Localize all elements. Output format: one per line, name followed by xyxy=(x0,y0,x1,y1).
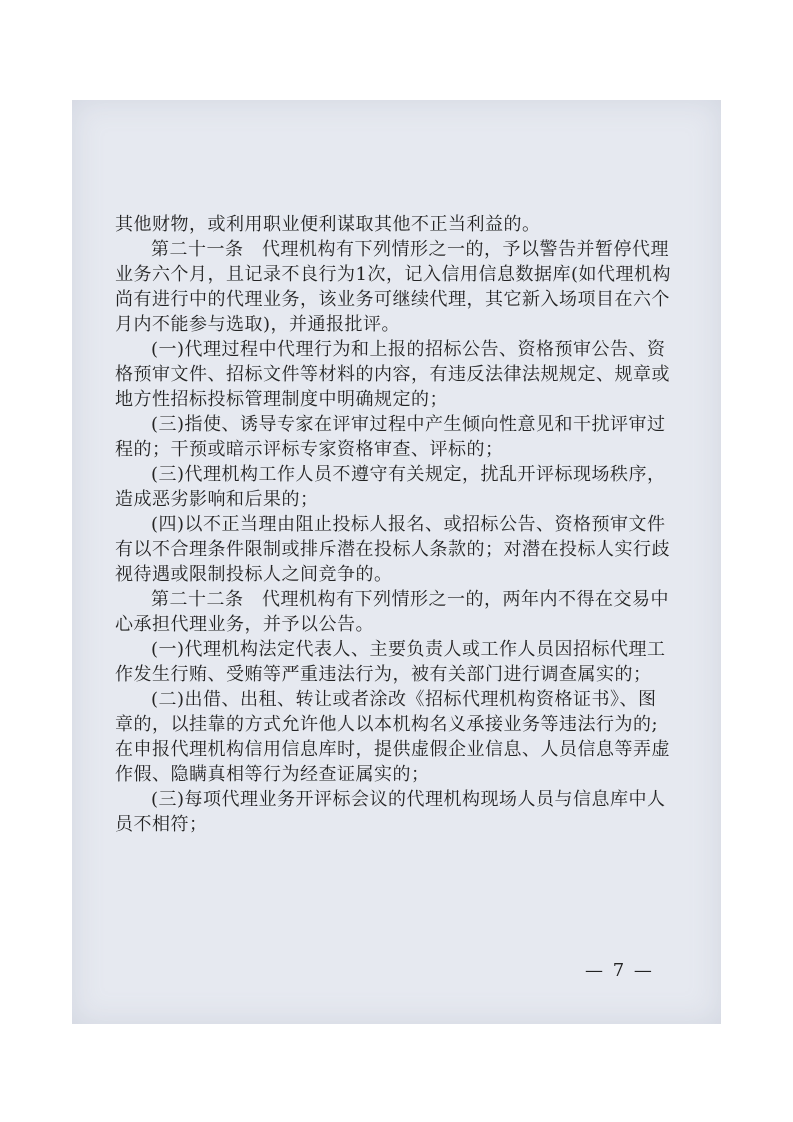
paragraph: (三)代理机构工作人员不遵守有关规定，扰乱开评标现场秩序，造成恶劣影响和后果的； xyxy=(115,464,666,510)
paragraph: (一)代理机构法定代表人、主要负责人或工作人员因招标代理工作发生行贿、受贿等严重违法行为，被有关部门进行调查属实的； xyxy=(115,639,666,685)
paragraph: (一)代理过程中代理行为和上报的招标公告、资格预审公告、资格预审文件、招标文件等材料的内容，有违反法律法规规定、规章或地方性招标投标管理制度中明确规定的； xyxy=(115,339,670,410)
paragraph: (三)指使、诱导专家在评审过程中产生倾向性意见和干扰评审过程的；干预或暗示评标专家资格审查、评标的； xyxy=(115,414,666,460)
paragraph: (三)每项代理业务开评标会议的代理机构现场人员与信息库中人员不相符； xyxy=(115,789,666,835)
paragraph: (二)出借、出租、转让或者涂改《招标代理机构资格证书》、图章的，以挂靠的方式允许他人以本机构名义承接业务等违法行为的;在申报代理机构信用信息库时，提供虚假企业信息、人员信息等弄虚作假、隐瞒真相等行为经查证属实的； xyxy=(115,689,670,785)
article-22: 第二十二条 代理机构有下列情形之一的，两年内不得在交易中心承担代理业务，并予以公告。 xyxy=(115,589,669,635)
page-number: — 7 — xyxy=(585,960,654,981)
paragraph: 其他财物，或利用职业便利谋取其他不正当利益的。 xyxy=(115,214,541,235)
article-21: 第二十一条 代理机构有下列情形之一的，予以警告并暂停代理业务六个月，且记录不良行为1次，记入信用信息数据库(如代理机构尚有进行中的代理业务，该业务可继续代理，其它新入场项目在六个月内不能参与选取)，并通报批评。 xyxy=(115,239,671,335)
paragraph: (四)以不正当理由阻止投标人报名、或招标公告、资格预审文件有以不合理条件限制或排斥潜在投标人条款的；对潜在投标人实行歧视待遇或限制投标人之间竞争的。 xyxy=(115,514,670,585)
document-body xyxy=(115,212,675,837)
